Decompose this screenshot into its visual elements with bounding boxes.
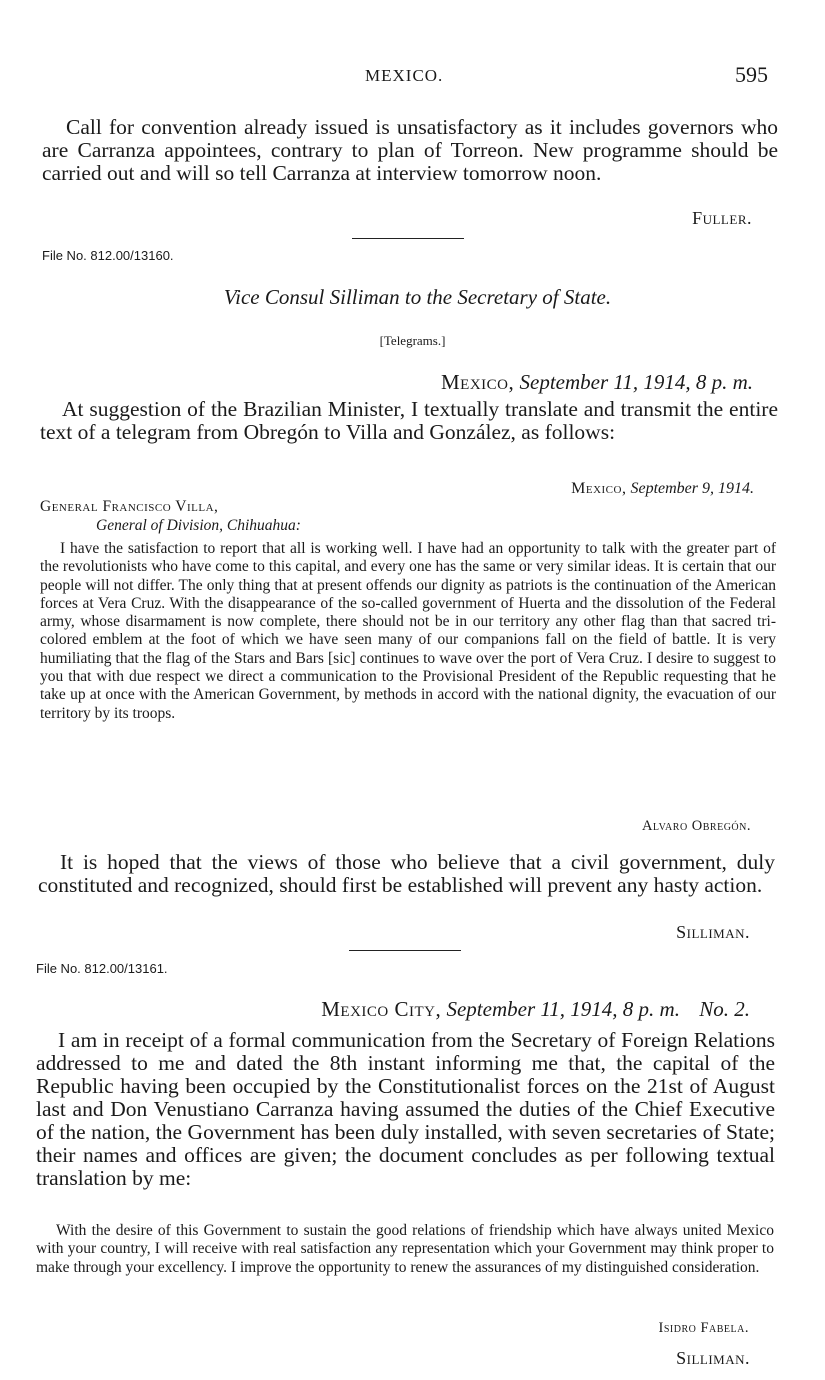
addressee: General Francisco Villa, (40, 498, 219, 515)
dateline-place: Mexico City, (321, 997, 442, 1021)
document-title: Vice Consul Silliman to the Secretary of State. (223, 285, 612, 309)
inner-dateline (571, 480, 754, 498)
signature-fabela: Isidro Fabela. (658, 1320, 749, 1336)
running-head: MEXICO. (365, 66, 444, 85)
signature-silliman-1: Silliman. (676, 922, 750, 942)
inner-dateline-place: Mexico, (571, 480, 627, 497)
receipt-paragraph: I am in receipt of a formal communication from the Secretary of Foreign Relations addressed to me and dated the 8th instant informing me that, the capital of the Republic having been occupied by the Constitutionalist forces on the 21st of August last and Don Venustiano Carranza having assumed the duties of the Chief Executive of the nation, the Government has been duly installed, with seven secretaries of State; their names and offices are given; the document concludes as per following textual translation by me: (36, 1028, 775, 1190)
obregon-telegram: I have the satisfaction to report that all is working well. I have had an opportunity to talk with the greater part of the revolutionists who have come to this capital, and every one has the same or very similar ideas. It is certain that our people will not differ. The only thing that at present offends our dignity as patriots is the continuation of the American forces at Vera Cruz. With the disappearance of the so-called government of Huerta and the dissolution of the Federal army, whose disarmament is now complete, there should not be in our territory any other flag than that sacred tri-colored emblem at the foot of which we have seen many of our companions fall on the field of battle. It is very humiliating that the flag of the Stars and Bars [sic] continues to wave over the port of Vera Cruz. I desire to suggest to you that with due respect we direct a communication to the Provisional President of the Republic requesting that he take up at once with the American Government, by methods in accord with the national dignity, the evacuation of our territory by its troops. (40, 540, 776, 722)
signature-fuller: Fuller. (692, 208, 752, 228)
file-number: File No. 812.00/13160. (42, 248, 174, 263)
fabela-quote: With the desire of this Government to sustain the good relations of friendship which have always united Mexico with your country, I will receive with real satisfaction any representation which your Government may think proper to make through your excellency. I improve the opportunity to renew the assurances of my distinguished consideration. (36, 1222, 774, 1276)
signature-silliman-2: Silliman. (676, 1348, 750, 1368)
intro-paragraph: At suggestion of the Brazilian Minister, I textually translate and transmit the entire text of a telegram from Obregón to Villa and González, as follows: (40, 397, 778, 444)
fuller-paragraph: Call for convention already issued is unsatisfactory as it includes governors who are Carranza appointees, contrary to plan of Torreon. New programme should be carried out and will so tell Carranza at interview tomorrow noon. (42, 115, 778, 185)
inner-dateline-date: September 9, 1914. (630, 480, 754, 497)
dateline-date: September 11, 1914, 8 p. m. (519, 370, 753, 394)
dateline-number: No. 2. (699, 997, 750, 1021)
closing-paragraph: It is hoped that the views of those who believe that a civil government, duly constituted and recognized, should first be established will prevent any hasty action. (38, 850, 775, 897)
document-subtitle: [Telegrams.] (379, 333, 446, 348)
file-number: File No. 812.00/13161. (36, 961, 168, 976)
section-divider (352, 238, 464, 239)
section-divider (349, 950, 461, 951)
dateline-place: Mexico, (441, 370, 515, 394)
page-number: 595 (735, 62, 768, 87)
addressee-title: General of Division, Chihuahua: (96, 517, 301, 534)
dateline (441, 370, 753, 395)
dateline-date: September 11, 1914, 8 p. m. (446, 997, 680, 1021)
signature-obregon: Alvaro Obregón. (641, 818, 751, 834)
dateline (321, 997, 750, 1022)
